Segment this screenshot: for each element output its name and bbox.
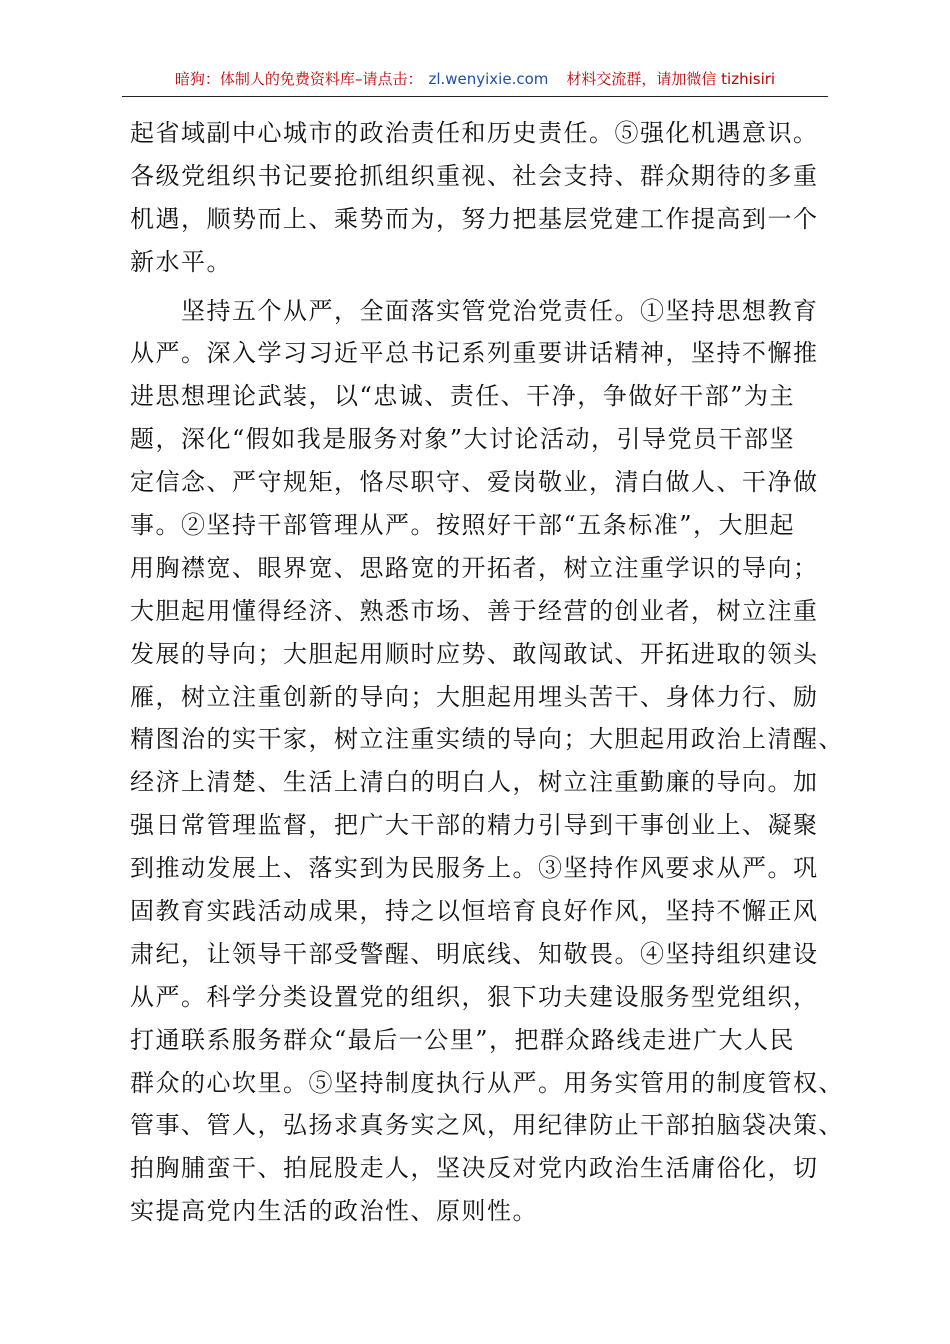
text-line: 进思想理论武装，以“忠诚、责任、干净，争做好干部”为主: [130, 382, 796, 411]
document-body: [130, 112, 850, 1233]
text-line: 强日常管理监督，把广大干部的精力引导到干事创业上、凝聚: [130, 811, 819, 840]
text-line: 机遇，顺势而上、乘势而为，努力把基层党建工作提高到一个: [130, 204, 819, 233]
paragraph-2: [130, 290, 850, 1234]
page-header: [0, 68, 950, 90]
text-line: 各级党组织书记要抢抓组织重视、社会支持、群众期待的多重: [130, 161, 819, 190]
text-line: 题，深化“假如我是服务对象”大讨论活动，引导党员干部坚: [130, 425, 796, 454]
header-click-label: –请点击：: [354, 70, 423, 88]
text-line: 起省域副中心城市的政治责任和历史责任。⑤强化机遇意识。: [130, 119, 819, 147]
text-line: 打通联系服务群众“最后一公里”，把群众路线走进广大人民: [130, 1025, 796, 1054]
text-line: 精图治的实干家，树立注重实绩的导向；大胆起用政治上清醒、: [130, 725, 844, 754]
text-line: 从严。科学分类设置党的组织，狠下功夫建设服务型党组织，: [130, 982, 819, 1011]
header-link[interactable]: zl.wenyixie.com: [428, 70, 549, 88]
text-line: 事。②坚持干部管理从严。按照好干部“五条标准”，大胆起: [130, 511, 796, 540]
text-line: 坚持五个从严，全面落实管党治党责任。①坚持思想教育: [181, 296, 819, 325]
text-line: 实提高党内生活的政治性、原则性。: [130, 1197, 538, 1226]
text-line: 肃纪，让领导干部受警醒、明底线、知敬畏。④坚持组织建设: [130, 939, 819, 968]
header-brand: 暗狗：体制人的免费资料库: [174, 70, 355, 88]
text-line: 用胸襟宽、眼界宽、思路宽的开拓者，树立注重学识的导向；: [130, 553, 819, 582]
text-line: 经济上清楚、生活上清白的明白人，树立注重勤廉的导向。加: [130, 768, 819, 797]
text-line: 从严。深入学习习近平总书记系列重要讲话精神，坚持不懈推: [130, 339, 819, 368]
text-line: 大胆起用懂得经济、熟悉市场、善于经营的创业者，树立注重: [130, 596, 819, 625]
header-contact: 材料交流群，请加微信 tizhisiri: [566, 70, 776, 88]
text-line: 发展的导向；大胆起用顺时应势、敢闯敢试、开拓进取的领头: [130, 639, 819, 668]
text-line: 定信念、严守规矩，恪尽职守、爱岗敬业，清白做人、干净做: [130, 468, 819, 497]
text-line: 固教育实践活动成果，持之以恒培育良好作风，坚持不懈正风: [130, 897, 819, 926]
text-line: 雁，树立注重创新的导向；大胆起用埋头苦干、身体力行、励: [130, 682, 819, 711]
header-divider: [122, 96, 828, 97]
text-line: 到推动发展上、落实到为民服务上。③坚持作风要求从严。巩: [130, 854, 819, 883]
text-line: 群众的心坎里。⑤坚持制度执行从严。用务实管用的制度管权、: [130, 1068, 844, 1097]
text-line: 管事、管人，弘扬求真务实之风，用纪律防止干部拍脑袋决策、: [130, 1111, 844, 1140]
text-line: 拍胸脯蛮干、拍屁股走人，坚决反对党内政治生活庸俗化，切: [130, 1154, 819, 1183]
text-line: 新水平。: [130, 247, 232, 276]
paragraph-1: [130, 112, 850, 284]
